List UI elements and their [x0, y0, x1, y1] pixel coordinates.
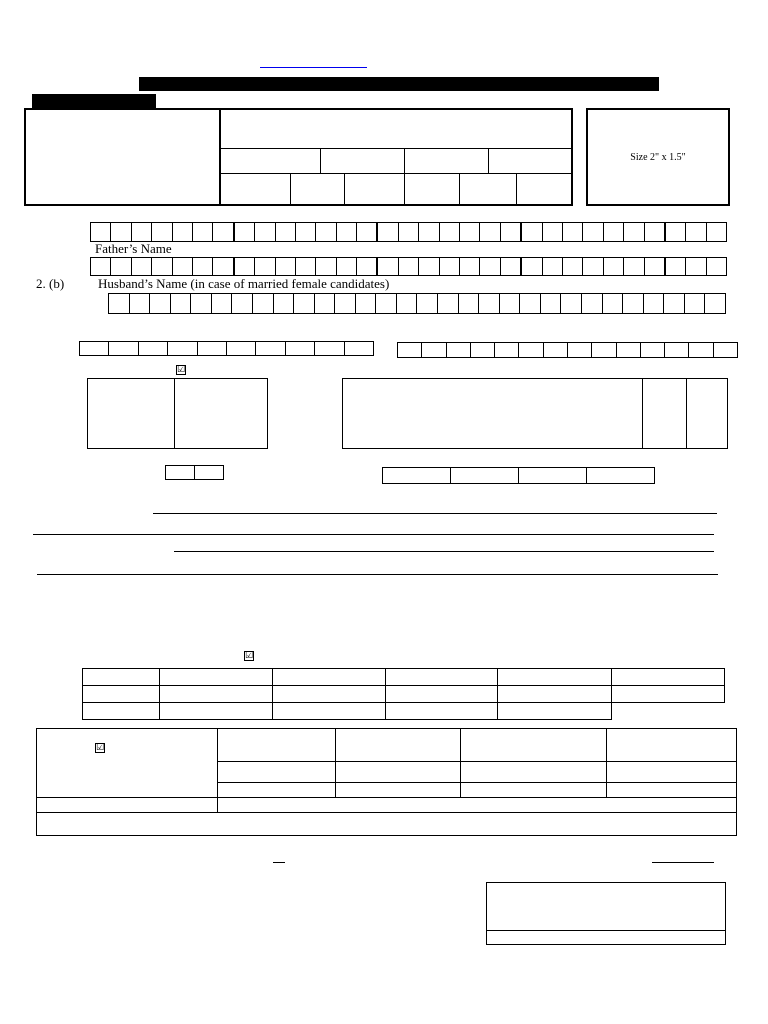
table-cell[interactable] — [612, 686, 725, 703]
character-cell[interactable] — [172, 223, 192, 241]
character-cell[interactable] — [458, 294, 479, 313]
character-cell[interactable] — [616, 343, 640, 357]
character-cell[interactable] — [560, 294, 581, 313]
candidate-name-boxes[interactable] — [90, 222, 727, 242]
character-cell[interactable] — [602, 294, 623, 313]
fee-grid-sep — [335, 728, 336, 797]
form-subtitle-bar — [32, 94, 156, 108]
table-cell[interactable] — [83, 703, 160, 720]
reference-divider-1 — [219, 148, 573, 149]
character-cell[interactable] — [149, 294, 170, 313]
character-cell[interactable] — [197, 342, 226, 355]
signature-box-divider — [486, 930, 726, 931]
character-cell[interactable] — [172, 258, 192, 275]
place-underline[interactable] — [652, 862, 714, 863]
table-cell-empty — [612, 703, 725, 720]
character-cell[interactable] — [336, 258, 356, 275]
character-cell[interactable] — [194, 466, 223, 479]
character-cell[interactable] — [295, 223, 315, 241]
table-cell[interactable] — [272, 669, 385, 686]
reference-row1-sep — [488, 148, 489, 173]
husbands-name-label: Husband’s Name (in case of married female candidates) — [98, 276, 390, 291]
character-cell[interactable] — [190, 294, 211, 313]
character-cell[interactable] — [421, 343, 445, 357]
character-cell[interactable] — [383, 468, 450, 483]
character-cell[interactable] — [704, 294, 725, 313]
character-cell[interactable] — [355, 294, 376, 313]
character-cell[interactable] — [192, 223, 212, 241]
character-cell[interactable] — [226, 342, 255, 355]
fathers-name-label: Father’s Name — [95, 241, 172, 256]
character-cell[interactable] — [519, 294, 540, 313]
character-cell[interactable] — [110, 258, 130, 275]
character-cell[interactable] — [396, 294, 417, 313]
fee-grid-line — [217, 761, 737, 762]
reference-row1-sep — [320, 148, 321, 173]
character-cell[interactable] — [254, 223, 274, 241]
character-cell[interactable] — [254, 258, 274, 275]
character-cell[interactable] — [520, 223, 541, 241]
character-cell[interactable] — [518, 468, 586, 483]
fee-grid-sep — [460, 728, 461, 797]
table-cell[interactable] — [159, 669, 272, 686]
id-number-boxes[interactable] — [397, 342, 738, 358]
character-cell[interactable] — [233, 258, 254, 275]
character-cell[interactable] — [418, 223, 438, 241]
fathers-name-boxes[interactable] — [90, 257, 727, 276]
character-cell[interactable] — [418, 258, 438, 275]
address-line-1[interactable] — [153, 513, 717, 514]
character-cell[interactable] — [275, 258, 295, 275]
date-of-birth-boxes[interactable] — [79, 341, 374, 356]
photo-box[interactable] — [586, 108, 730, 206]
character-cell[interactable] — [664, 258, 685, 275]
fee-block-line — [36, 812, 737, 813]
character-cell[interactable] — [166, 466, 194, 479]
table-cell[interactable] — [498, 669, 612, 686]
table-cell[interactable] — [159, 686, 272, 703]
age-boxes[interactable] — [165, 465, 224, 480]
character-cell[interactable] — [439, 223, 459, 241]
character-cell[interactable] — [518, 343, 542, 357]
character-cell[interactable] — [623, 258, 643, 275]
character-cell[interactable] — [212, 258, 232, 275]
character-cell[interactable] — [315, 258, 335, 275]
table-cell[interactable] — [272, 686, 385, 703]
character-cell[interactable] — [285, 342, 314, 355]
character-cell[interactable] — [446, 343, 470, 357]
character-cell[interactable] — [706, 258, 726, 275]
reference-row2-sep — [459, 173, 460, 206]
reference-row2-sep — [516, 173, 517, 206]
address-line-4[interactable] — [37, 574, 718, 575]
character-cell[interactable] — [439, 258, 459, 275]
character-cell[interactable] — [688, 343, 712, 357]
reference-row2-sep — [404, 173, 405, 206]
character-cell[interactable] — [603, 258, 623, 275]
character-cell[interactable] — [713, 343, 737, 357]
character-cell[interactable] — [622, 294, 643, 313]
character-cell[interactable] — [479, 223, 499, 241]
character-cell[interactable] — [591, 343, 615, 357]
table-cell[interactable] — [498, 686, 612, 703]
character-cell[interactable] — [398, 343, 421, 357]
character-cell[interactable] — [108, 342, 137, 355]
character-cell[interactable] — [170, 294, 191, 313]
character-cell[interactable] — [151, 223, 171, 241]
character-cell[interactable] — [582, 223, 602, 241]
character-cell[interactable] — [375, 294, 396, 313]
reference-row2-sep — [290, 173, 291, 206]
character-cell[interactable] — [543, 343, 567, 357]
fee-block-left-divider — [217, 728, 218, 812]
reference-divider-2 — [219, 173, 573, 174]
character-cell[interactable] — [664, 343, 688, 357]
character-cell[interactable] — [581, 294, 602, 313]
character-cell[interactable] — [167, 342, 196, 355]
character-cell[interactable] — [643, 294, 664, 313]
character-cell[interactable] — [500, 258, 520, 275]
form-title-bar — [139, 77, 659, 91]
character-cell[interactable] — [212, 223, 232, 241]
character-cell[interactable] — [540, 294, 561, 313]
character-cell[interactable] — [356, 223, 376, 241]
character-cell[interactable] — [542, 258, 562, 275]
character-cell[interactable] — [376, 258, 397, 275]
character-cell[interactable] — [91, 258, 110, 275]
category-box-divider — [642, 378, 643, 449]
character-cell[interactable] — [91, 223, 110, 241]
photo-size-label: Size 2" x 1.5" — [630, 151, 686, 163]
character-cell[interactable] — [685, 223, 705, 241]
date-underline[interactable] — [273, 862, 285, 863]
reference-block — [219, 108, 573, 206]
character-cell[interactable] — [500, 223, 520, 241]
character-cell[interactable] — [109, 294, 129, 313]
character-cell[interactable] — [586, 468, 654, 483]
character-cell[interactable] — [562, 223, 582, 241]
table-cell[interactable] — [272, 703, 385, 720]
checkbox-tick-icon[interactable]: ☑ — [96, 743, 105, 753]
character-cell[interactable] — [640, 343, 664, 357]
character-cell[interactable] — [211, 294, 232, 313]
item-2b-number: 2. (b) — [36, 276, 65, 291]
character-cell[interactable] — [603, 223, 623, 241]
gender-box-divider — [174, 378, 175, 449]
character-cell[interactable] — [520, 258, 541, 275]
character-cell[interactable] — [398, 258, 418, 275]
fee-block-line — [36, 797, 737, 798]
table-cell[interactable] — [385, 703, 498, 720]
character-cell[interactable] — [416, 294, 437, 313]
character-cell[interactable] — [644, 258, 664, 275]
table-cell[interactable] — [385, 686, 498, 703]
character-cell[interactable] — [623, 223, 643, 241]
gender-box[interactable] — [87, 378, 268, 449]
character-cell[interactable] — [129, 294, 150, 313]
character-cell[interactable] — [664, 223, 685, 241]
character-cell[interactable] — [437, 294, 458, 313]
character-cell[interactable] — [542, 223, 562, 241]
character-cell[interactable] — [293, 294, 314, 313]
table-cell[interactable] — [498, 703, 612, 720]
reference-row1-sep — [404, 148, 405, 173]
character-cell[interactable] — [151, 258, 171, 275]
character-cell[interactable] — [478, 294, 499, 313]
character-cell[interactable] — [192, 258, 212, 275]
character-cell[interactable] — [567, 343, 591, 357]
table-cell[interactable] — [612, 669, 725, 686]
character-cell[interactable] — [459, 258, 479, 275]
character-cell[interactable] — [459, 223, 479, 241]
character-cell[interactable] — [131, 223, 151, 241]
character-cell[interactable] — [314, 342, 343, 355]
character-cell[interactable] — [582, 258, 602, 275]
character-cell[interactable] — [273, 294, 294, 313]
husbands-name-boxes[interactable] — [108, 293, 726, 314]
character-cell[interactable] — [450, 468, 518, 483]
character-cell[interactable] — [376, 223, 397, 241]
checkbox-tick-icon[interactable]: ☑ — [177, 365, 186, 375]
table-cell[interactable] — [385, 669, 498, 686]
office-use-box — [24, 108, 221, 206]
character-cell[interactable] — [336, 223, 356, 241]
fee-grid-sep — [606, 728, 607, 797]
fee-grid-line — [217, 782, 737, 783]
table-cell[interactable] — [159, 703, 272, 720]
checkbox-tick-icon[interactable]: ☑ — [245, 651, 254, 661]
address-line-3[interactable] — [174, 551, 714, 552]
category-box[interactable] — [342, 378, 728, 449]
header-link[interactable] — [260, 67, 367, 68]
code-boxes[interactable] — [382, 467, 655, 484]
character-cell[interactable] — [80, 342, 108, 355]
character-cell[interactable] — [314, 294, 335, 313]
character-cell[interactable] — [315, 223, 335, 241]
character-cell[interactable] — [706, 223, 726, 241]
character-cell[interactable] — [494, 343, 518, 357]
character-cell[interactable] — [295, 258, 315, 275]
character-cell[interactable] — [131, 258, 151, 275]
character-cell[interactable] — [233, 223, 254, 241]
character-cell[interactable] — [252, 294, 273, 313]
character-cell[interactable] — [684, 294, 705, 313]
character-cell[interactable] — [499, 294, 520, 313]
character-cell[interactable] — [479, 258, 499, 275]
character-cell[interactable] — [255, 342, 284, 355]
character-cell[interactable] — [663, 294, 684, 313]
character-cell[interactable] — [356, 258, 376, 275]
character-cell[interactable] — [644, 223, 664, 241]
address-line-2[interactable] — [33, 534, 714, 535]
reference-row2-sep — [344, 173, 345, 206]
table-cell[interactable] — [83, 669, 160, 686]
character-cell[interactable] — [470, 343, 494, 357]
character-cell[interactable] — [344, 342, 373, 355]
character-cell[interactable] — [334, 294, 355, 313]
signature-box[interactable] — [486, 882, 726, 945]
character-cell[interactable] — [138, 342, 167, 355]
character-cell[interactable] — [562, 258, 582, 275]
table-cell[interactable] — [83, 686, 160, 703]
character-cell[interactable] — [685, 258, 705, 275]
category-box-divider — [686, 378, 687, 449]
character-cell[interactable] — [398, 223, 418, 241]
qualification-table[interactable] — [82, 668, 725, 720]
character-cell[interactable] — [231, 294, 252, 313]
character-cell[interactable] — [275, 223, 295, 241]
character-cell[interactable] — [110, 223, 130, 241]
